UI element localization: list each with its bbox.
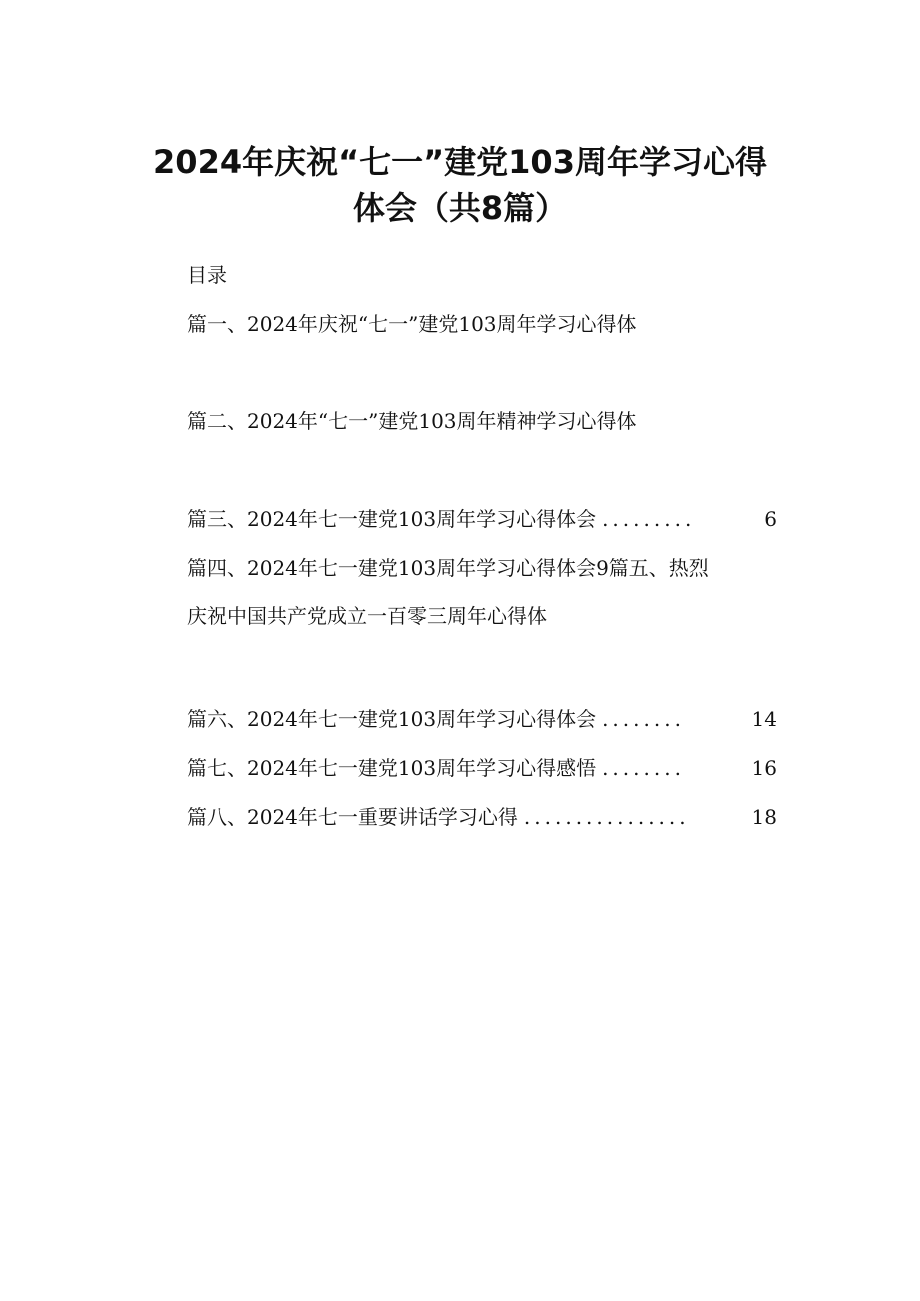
toc-entry-1[interactable] — [187, 309, 777, 339]
toc-page-number: 18 — [751, 805, 777, 829]
toc-page-number: 14 — [751, 707, 777, 731]
toc-entry-text: 庆祝中国共产党成立一百零三周年心得体 — [187, 604, 547, 628]
toc-entry-text: 篇六、2024年七一建党103周年学习心得体会 — [187, 707, 597, 731]
toc-page-number: 6 — [764, 507, 777, 531]
toc-entry-2[interactable] — [187, 406, 777, 436]
toc-entry-4[interactable] — [187, 553, 777, 583]
toc-entry-text: 篇八、2024年七一重要讲话学习心得 — [187, 805, 518, 829]
toc-entry-5-continued[interactable] — [187, 601, 777, 631]
toc-entry-text: 篇二、2024年“七一”建党103周年精神学习心得体 — [187, 409, 637, 433]
document-title-line-2: 体会（共8篇） — [352, 189, 568, 227]
toc-dot-leader: ................ — [523, 805, 690, 829]
toc-entry-text: 篇三、2024年七一建党103周年学习心得体会 — [187, 507, 597, 531]
toc-entry-text: 篇七、2024年七一建党103周年学习心得感悟 — [187, 756, 597, 780]
toc-page-number: 16 — [751, 756, 777, 780]
toc-entry-text: 篇四、2024年七一建党103周年学习心得体会9篇五、热烈 — [187, 556, 709, 580]
toc-dot-leader: ......... — [602, 507, 696, 531]
toc-entry-6[interactable] — [187, 704, 777, 734]
document-title-line-1: 2024年庆祝“七一”建党103周年学习心得 — [153, 143, 767, 181]
toc-dot-leader: ........ — [602, 756, 685, 780]
toc-dot-leader: ........ — [602, 707, 685, 731]
toc-entry-8[interactable] — [187, 802, 777, 832]
toc-entry-text: 篇一、2024年庆祝“七一”建党103周年学习心得体 — [187, 312, 637, 336]
toc-entry-3[interactable] — [187, 504, 777, 534]
toc-heading: 目录 — [187, 263, 227, 287]
toc-entry-7[interactable] — [187, 753, 777, 783]
